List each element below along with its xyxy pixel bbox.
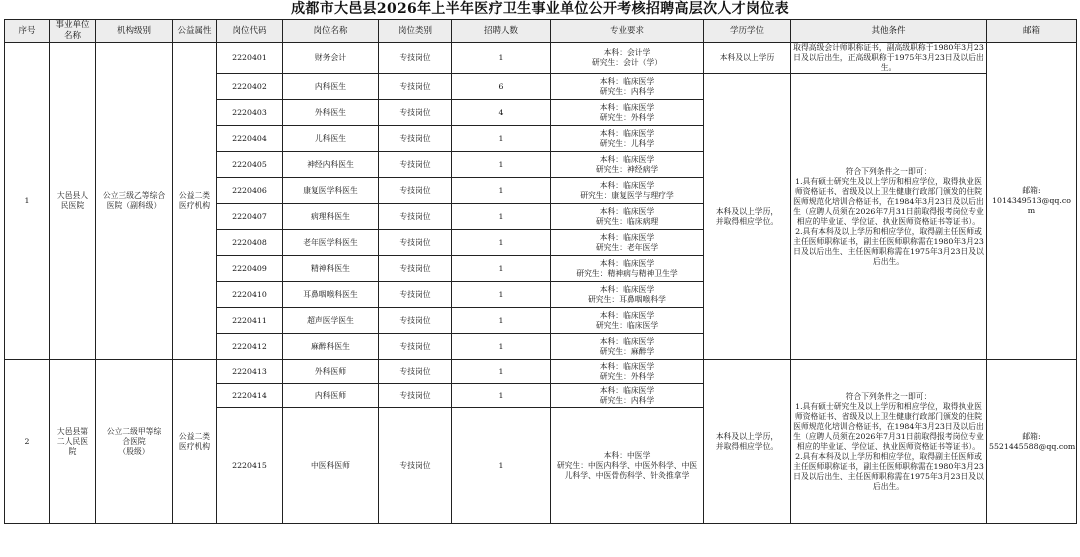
post-code: 2220404 [217, 126, 283, 152]
post-type: 专技岗位 [379, 384, 452, 408]
unit-seq: 1 [5, 43, 50, 360]
post-count: 1 [452, 384, 551, 408]
other-conditions: 符合下列条件之一即可： 1.具有硕士研究生及以上学历和相应学位，取得执业医师资格证书、省级及以上卫生健康行政部门颁发的住院医师规范化培训合格证书，在1984年3月23日及以后出生（应聘人员须在2026年7月31日前取得报考岗位专业相应的毕业证、学位证、执业医师资格证书等证书）。 2.具有本科及以上学历和相应学位，取得副主任医师或主任医师职称证书，副主任医师职称需在1980年3月23日及以后出生、主任医师职称需在1975年3月23日及以后出生。 [791, 74, 987, 360]
unit-attribute: 公益二类 医疗机构 [173, 360, 217, 524]
post-code: 2220407 [217, 204, 283, 230]
post-type: 专技岗位 [379, 408, 452, 524]
post-name: 内科医师 [283, 384, 379, 408]
unit-seq: 2 [5, 360, 50, 524]
post-code: 2220410 [217, 282, 283, 308]
post-type: 专技岗位 [379, 204, 452, 230]
header-cell-post-type: 岗位类别 [379, 20, 452, 43]
post-count: 1 [452, 152, 551, 178]
other-conditions: 符合下列条件之一即可： 1.具有硕士研究生及以上学历和相应学位，取得执业医师资格证书、省级及以上卫生健康行政部门颁发的住院医师规范化培训合格证书，在1984年3月23日及以后出生（应聘人员须在2026年7月31日前取得报考岗位专业相应的毕业证、学位证、执业医师资格证书等证书）。 2.具有本科及以上学历和相应学位，取得副主任医师或主任医师职称证书，副主任医师职称需在1980年3月23日及以后出生、主任医师职称需在1975年3月23日及以后出生。 [791, 360, 987, 524]
post-code: 2220403 [217, 100, 283, 126]
unit-attribute: 公益二类 医疗机构 [173, 43, 217, 360]
post-count: 1 [452, 230, 551, 256]
post-count: 1 [452, 308, 551, 334]
post-name: 外科医师 [283, 360, 379, 384]
post-major: 本科：临床医学 研究生：内科学 [551, 384, 704, 408]
header-row [5, 20, 1077, 43]
post-major: 本科：临床医学 研究生：麻醉学 [551, 334, 704, 360]
post-count: 1 [452, 360, 551, 384]
post-name: 康复医学科医生 [283, 178, 379, 204]
header-cell-attribute: 公益属性 [173, 20, 217, 43]
unit-name: 大邑县第 二人民医 院 [50, 360, 96, 524]
post-code: 2220411 [217, 308, 283, 334]
post-type: 专技岗位 [379, 282, 452, 308]
header-cell-email: 邮箱 [987, 20, 1077, 43]
header-cell-level: 机构级别 [96, 20, 173, 43]
post-major: 本科：临床医学 研究生：临床医学 [551, 308, 704, 334]
post-count: 1 [452, 126, 551, 152]
post-name: 儿科医生 [283, 126, 379, 152]
header-cell-seq: 序号 [5, 20, 50, 43]
post-major: 本科：临床医学 研究生：老年医学 [551, 230, 704, 256]
post-type: 专技岗位 [379, 178, 452, 204]
unit-level: 公立二级甲等综 合医院 （股级） [96, 360, 173, 524]
post-type: 专技岗位 [379, 126, 452, 152]
unit-name: 大邑县人 民医院 [50, 43, 96, 360]
header-cell-unit-name: 事业单位 名称 [50, 20, 96, 43]
post-type: 专技岗位 [379, 256, 452, 282]
post-code: 2220413 [217, 360, 283, 384]
email-contact: 邮箱: 5521445588@qq.com [987, 360, 1077, 524]
post-name: 老年医学科医生 [283, 230, 379, 256]
post-code: 2220402 [217, 74, 283, 100]
email-contact: 邮箱: 1014349513@qq.co m [987, 43, 1077, 360]
post-name: 财务会计 [283, 43, 379, 74]
post-code: 2220401 [217, 43, 283, 74]
header-cell-education: 学历学位 [704, 20, 791, 43]
post-type: 专技岗位 [379, 334, 452, 360]
post-name: 中医科医师 [283, 408, 379, 524]
post-code: 2220409 [217, 256, 283, 282]
post-major: 本科：临床医学 研究生：外科学 [551, 100, 704, 126]
education-requirement: 本科及以上学历， 并取得相应学位。 [704, 74, 791, 360]
header-cell-major: 专业要求 [551, 20, 704, 43]
post-major: 本科：中医学 研究生：中医内科学、中医外科学、中医儿科学、中医骨伤科学、针灸推拿学 [551, 408, 704, 524]
recruitment-table [4, 19, 1077, 524]
post-code: 2220406 [217, 178, 283, 204]
post-major: 本科：临床医学 研究生：儿科学 [551, 126, 704, 152]
post-major: 本科：临床医学 研究生：康复医学与理疗学 [551, 178, 704, 204]
post-name: 超声医学医生 [283, 308, 379, 334]
page-title: 成都市大邑县2026年上半年医疗卫生事业单位公开考核招聘高层次人才岗位表 [291, 1, 789, 17]
post-major: 本科：临床医学 研究生：神经病学 [551, 152, 704, 178]
post-type: 专技岗位 [379, 100, 452, 126]
post-count: 1 [452, 334, 551, 360]
table-row [5, 43, 1077, 74]
post-count: 6 [452, 74, 551, 100]
post-type: 专技岗位 [379, 74, 452, 100]
education-requirement: 本科及以上学历 [704, 43, 791, 74]
post-count: 1 [452, 256, 551, 282]
other-conditions: 取得高级会计师职称证书，副高级职称于1980年3月23日及以后出生，正高级职称于1975年3月23日及以后出生。 [791, 43, 987, 74]
post-name: 内科医生 [283, 74, 379, 100]
post-count: 4 [452, 100, 551, 126]
post-major: 本科：临床医学 研究生：精神病与精神卫生学 [551, 256, 704, 282]
post-major: 本科：临床医学 研究生：外科学 [551, 360, 704, 384]
post-count: 1 [452, 408, 551, 524]
header-cell-post-code: 岗位代码 [217, 20, 283, 43]
post-count: 1 [452, 204, 551, 230]
post-count: 1 [452, 178, 551, 204]
post-name: 麻醉科医生 [283, 334, 379, 360]
post-major: 本科：临床医学 研究生：临床病理 [551, 204, 704, 230]
post-code: 2220408 [217, 230, 283, 256]
post-major: 本科：临床医学 研究生：耳鼻咽喉科学 [551, 282, 704, 308]
header-cell-other: 其他条件 [791, 20, 987, 43]
post-code: 2220412 [217, 334, 283, 360]
post-count: 1 [452, 282, 551, 308]
education-requirement: 本科及以上学历， 并取得相应学位。 [704, 360, 791, 524]
table-row [5, 360, 1077, 384]
post-name: 外科医生 [283, 100, 379, 126]
unit-level: 公立三级乙等综合 医院（副科级） [96, 43, 173, 360]
post-type: 专技岗位 [379, 43, 452, 74]
post-code: 2220414 [217, 384, 283, 408]
post-major: 本科：临床医学 研究生：内科学 [551, 74, 704, 100]
post-code: 2220415 [217, 408, 283, 524]
post-type: 专技岗位 [379, 308, 452, 334]
post-type: 专技岗位 [379, 152, 452, 178]
post-code: 2220405 [217, 152, 283, 178]
post-count: 1 [452, 43, 551, 74]
post-name: 神经内科医生 [283, 152, 379, 178]
post-major: 本科：会计学 研究生：会计（学） [551, 43, 704, 74]
post-type: 专技岗位 [379, 230, 452, 256]
post-name: 精神科医生 [283, 256, 379, 282]
post-name: 病理科医生 [283, 204, 379, 230]
header-cell-post-name: 岗位名称 [283, 20, 379, 43]
header-cell-count: 招聘人数 [452, 20, 551, 43]
post-name: 耳鼻咽喉科医生 [283, 282, 379, 308]
post-type: 专技岗位 [379, 360, 452, 384]
